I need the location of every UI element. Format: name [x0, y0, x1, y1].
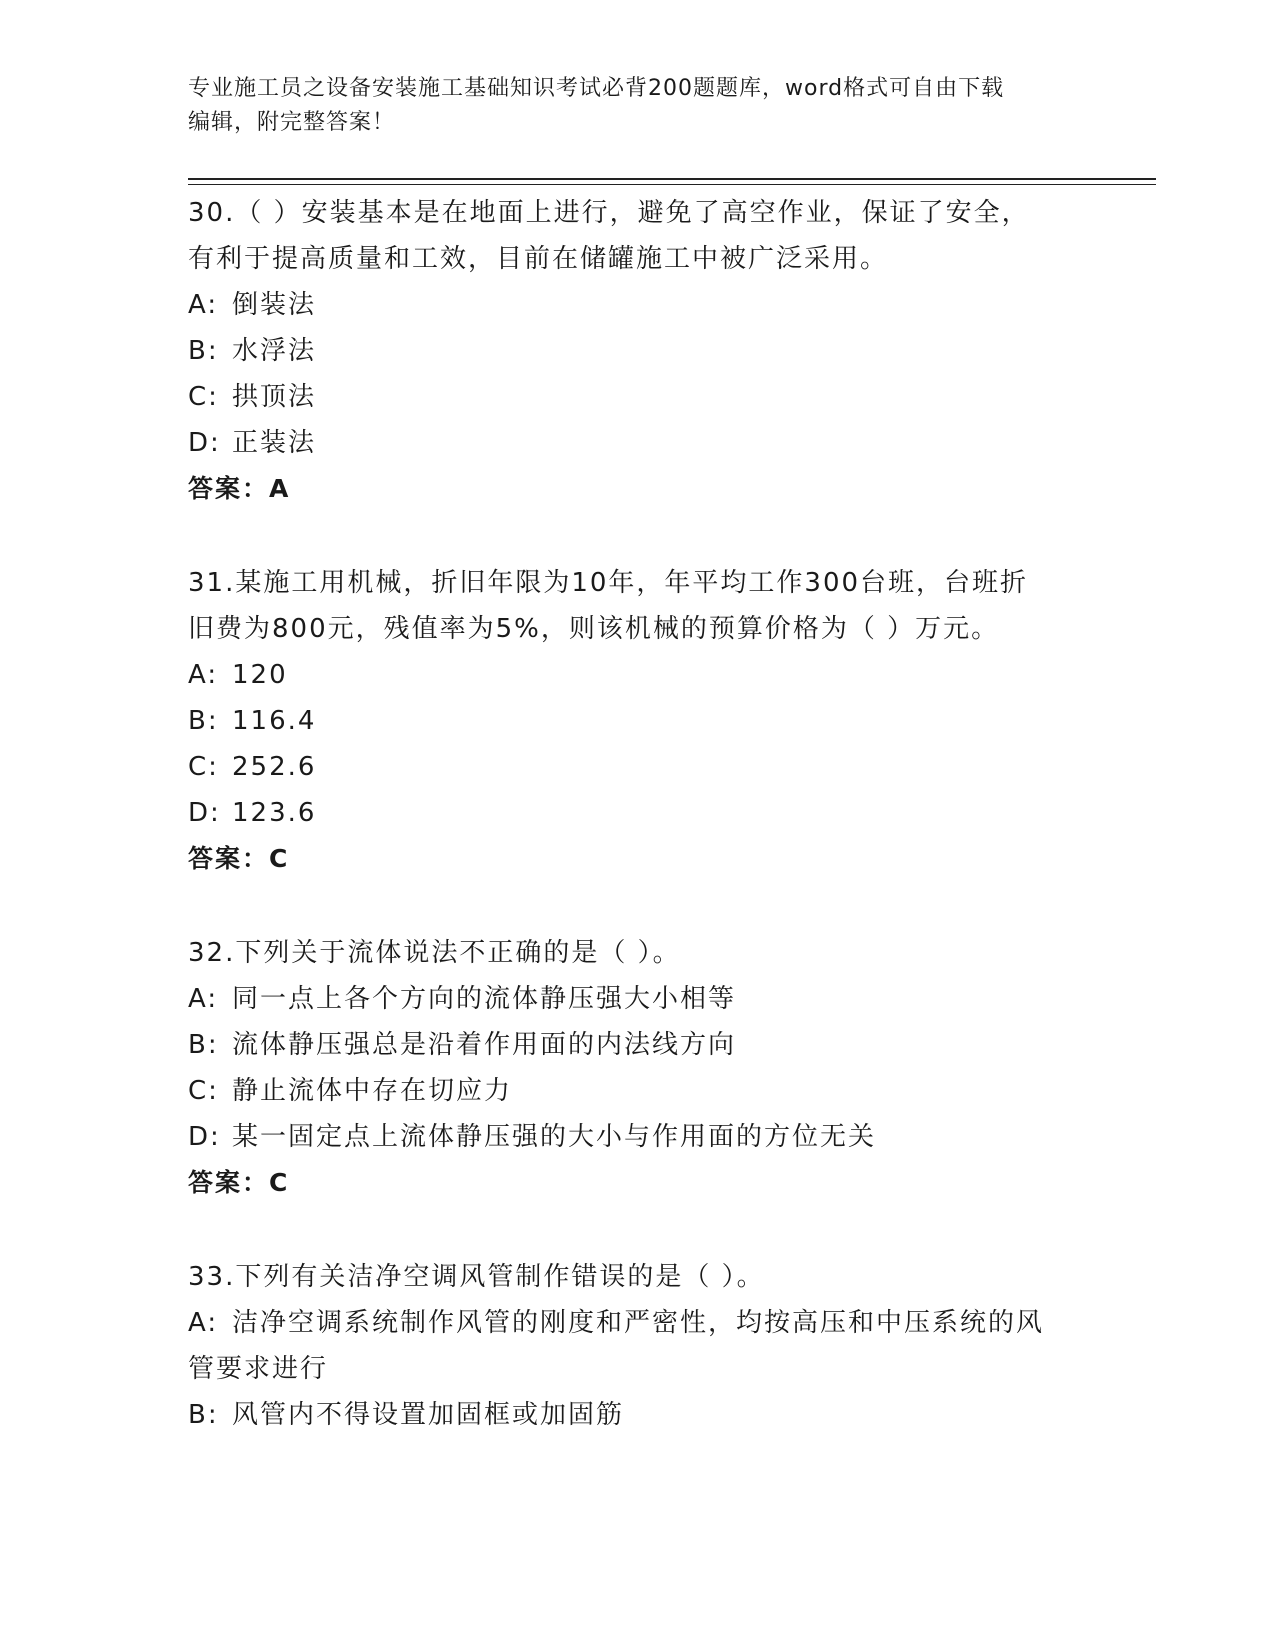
option-text: 风管内不得设置加固框或加固筋 [232, 1400, 625, 1430]
option-label: A: [188, 290, 219, 320]
answer: 答案：C [188, 1168, 290, 1197]
option-text: 水浮法 [232, 336, 317, 366]
option-text: 管要求进行 [188, 1354, 329, 1384]
header-line-2: 编辑，附完整答案！ [188, 110, 396, 135]
question-stem-line: 30.（ ）安装基本是在地面上进行，避免了高空作业，保证了安全， [188, 198, 1030, 228]
answer: 答案：A [188, 474, 291, 503]
option-d [188, 1114, 1088, 1160]
option-text: 120 [232, 660, 288, 690]
option-a [188, 1300, 1088, 1346]
option-label: D: [188, 798, 221, 828]
option-b [188, 698, 1088, 744]
answer: 答案：C [188, 844, 290, 873]
option-d [188, 790, 1088, 836]
question-list [188, 190, 1088, 1486]
option-label: B: [188, 1400, 219, 1430]
question-stem-line: 32.下列关于流体说法不正确的是（ ）。 [188, 938, 681, 968]
option-label: A: [188, 984, 219, 1014]
option-c [188, 374, 1088, 420]
option-text: 倒装法 [232, 290, 317, 320]
option-b [188, 1392, 1088, 1438]
option-label: D: [188, 428, 221, 458]
option-d [188, 420, 1088, 466]
option-a [188, 652, 1088, 698]
option-label: A: [188, 660, 219, 690]
option-label: C: [188, 752, 219, 782]
question-stem-line: 33.下列有关洁净空调风管制作错误的是（ ）。 [188, 1262, 765, 1292]
question-stem-line: 31.某施工用机械，折旧年限为10年，年平均工作300台班，台班折 [188, 568, 1029, 598]
option-text: 123.6 [232, 798, 317, 828]
question-31 [188, 560, 1088, 882]
option-label: D: [188, 1122, 221, 1152]
header-divider-thick [188, 178, 1156, 180]
option-label: C: [188, 382, 219, 412]
header-line-1: 专业施工员之设备安装施工基础知识考试必背200题题库，word格式可自由下载 [188, 76, 1005, 101]
option-b [188, 1022, 1088, 1068]
option-text: 正装法 [232, 428, 317, 458]
question-32 [188, 930, 1088, 1206]
header-divider-thin [188, 184, 1156, 185]
question-stem-line: 旧费为800元，残值率为5%，则该机械的预算价格为（ ）万元。 [188, 614, 1000, 644]
option-text: 某一固定点上流体静压强的大小与作用面的方位无关 [232, 1122, 877, 1152]
option-label: B: [188, 1030, 219, 1060]
question-33 [188, 1254, 1088, 1438]
option-text: 拱顶法 [232, 382, 317, 412]
option-text: 流体静压强总是沿着作用面的内法线方向 [232, 1030, 737, 1060]
option-c [188, 1068, 1088, 1114]
option-text: 252.6 [232, 752, 317, 782]
question-30 [188, 190, 1088, 512]
option-a [188, 976, 1088, 1022]
option-label: C: [188, 1076, 219, 1106]
option-c [188, 744, 1088, 790]
option-a-continued [188, 1346, 1088, 1392]
option-label: B: [188, 336, 219, 366]
option-text: 静止流体中存在切应力 [232, 1076, 513, 1106]
option-text: 116.4 [232, 706, 317, 736]
option-b [188, 328, 1088, 374]
option-label: B: [188, 706, 219, 736]
document-header [188, 72, 1068, 140]
question-stem-line: 有利于提高质量和工效，目前在储罐施工中被广泛采用。 [188, 244, 889, 274]
option-label: A: [188, 1308, 219, 1338]
option-text: 同一点上各个方向的流体静压强大小相等 [232, 984, 737, 1014]
option-text: 洁净空调系统制作风管的刚度和严密性，均按高压和中压系统的风 [232, 1308, 1045, 1338]
option-a [188, 282, 1088, 328]
